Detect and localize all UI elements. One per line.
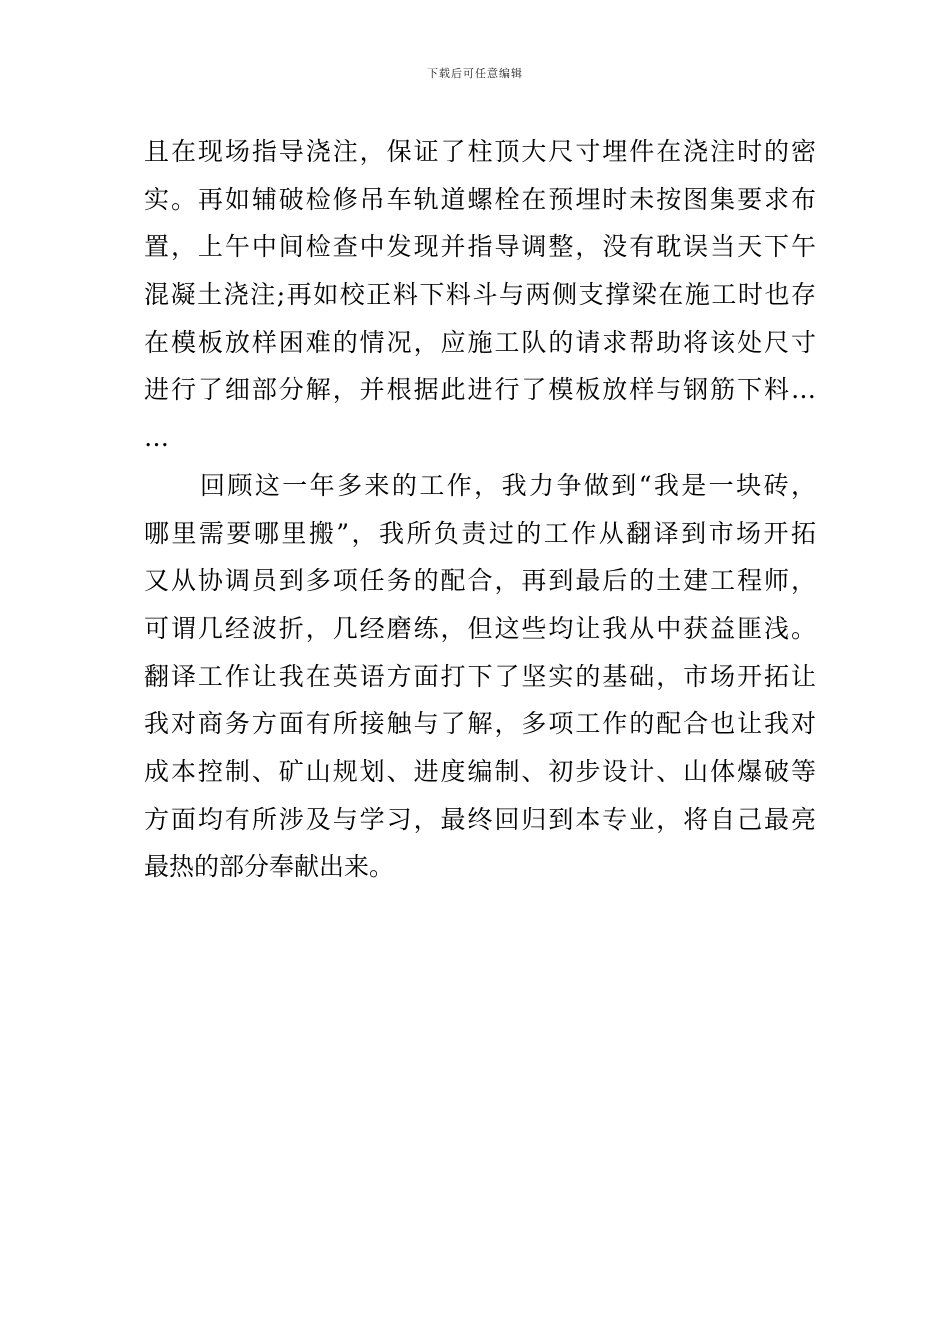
text-line: 且在现场指导浇注，保证了柱顶大尺寸埋件在浇注时的密 xyxy=(144,137,816,166)
text-line: … xyxy=(144,423,169,453)
text-line: 进行了细部分解，并根据此进行了模板放样与钢筋下料… xyxy=(144,375,816,405)
text-line: 在模板放样困难的情况，应施工队的请求帮助将该处尺寸 xyxy=(144,327,816,357)
text-line: 我对商务方面有所接触与了解，多项工作的配合也让我对 xyxy=(144,709,816,739)
text-line: 翻译工作让我在英语方面打下了坚实的基础，市场开拓让 xyxy=(144,661,816,691)
paragraph-1 xyxy=(144,128,816,462)
text-line: 混凝土浇注;再如校正料下料斗与两侧支撑梁在施工时也存 xyxy=(144,280,816,310)
text-line: 回顾这一年多来的工作，我力争做到“我是一块砖， xyxy=(200,470,816,500)
text-line: 方面均有所涉及与学习，最终回归到本专业，将自己最亮 xyxy=(144,804,816,834)
paragraph-2 xyxy=(144,462,816,891)
document-body xyxy=(144,128,816,891)
text-line: 可谓几经波折，几经磨练，但这些均让我从中获益匪浅。 xyxy=(144,613,816,643)
text-line: 最热的部分奉献出来。 xyxy=(144,852,395,882)
page-header: 下载后可任意编辑 xyxy=(427,67,523,80)
text-line: 哪里需要哪里搬”，我所负责过的工作从翻译到市场开拓 xyxy=(144,518,816,548)
text-line: 又从协调员到多项任务的配合，再到最后的土建工程师， xyxy=(144,566,816,596)
text-line: 成本控制、矿山规划、进度编制、初步设计、山体爆破等 xyxy=(144,756,816,786)
text-line: 实。再如辅破检修吊车轨道螺栓在预埋时未按图集要求布 xyxy=(144,184,816,214)
text-line: 置，上午中间检查中发现并指导调整，没有耽误当天下午 xyxy=(144,232,816,262)
